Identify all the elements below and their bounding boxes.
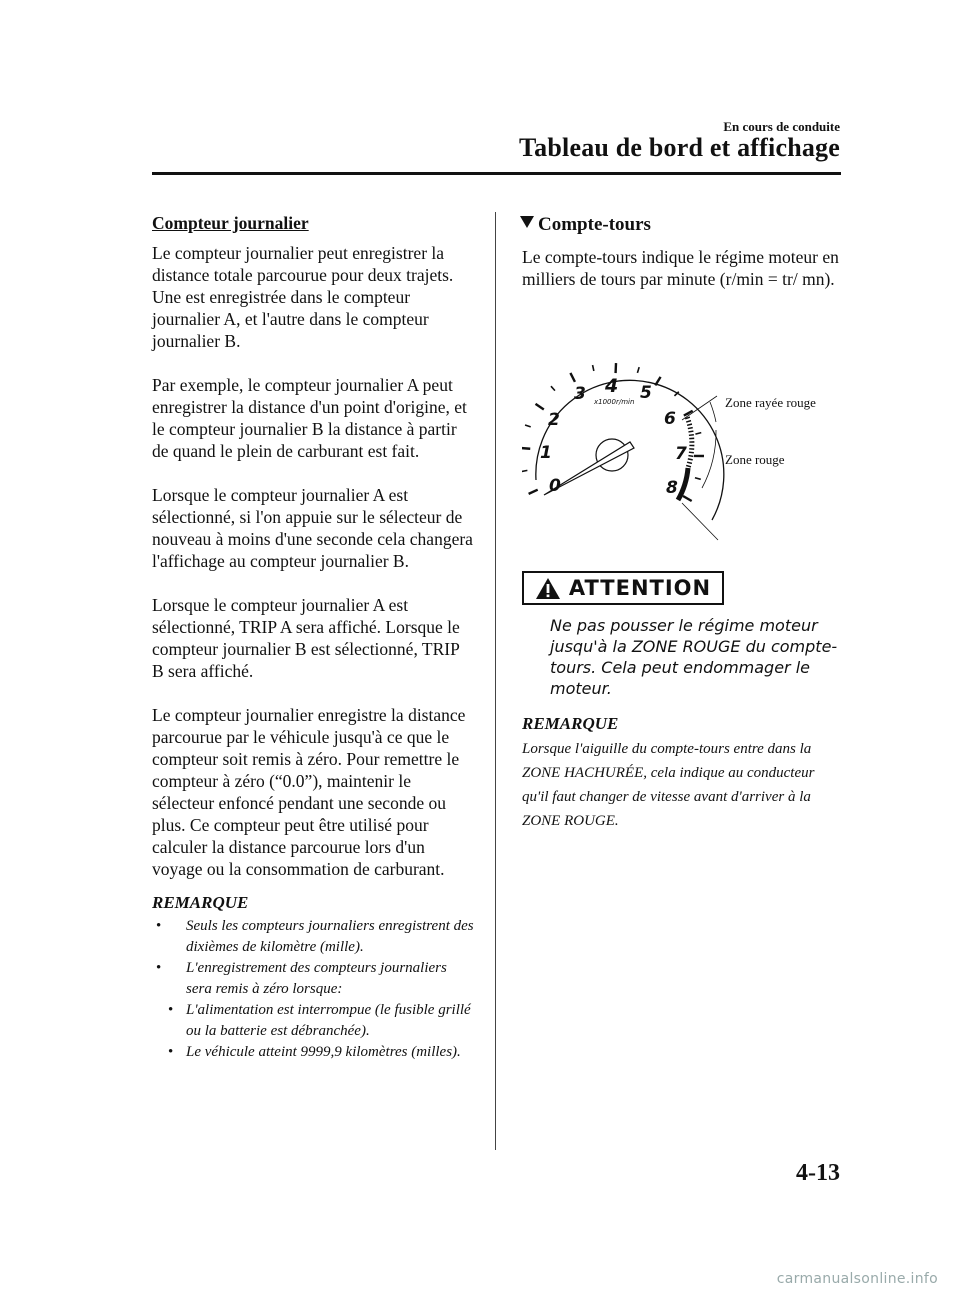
tachometer-figure — [522, 340, 844, 550]
subnote-text: Le véhicule atteint 9999,9 kilomètres (milles). — [186, 1044, 461, 1060]
attention-block — [522, 571, 844, 699]
dial-tick — [525, 425, 531, 427]
page-number: 4-13 — [796, 1160, 840, 1186]
dial-tick — [695, 478, 701, 480]
header-section: En cours de conduite — [723, 119, 840, 134]
section-heading — [520, 214, 844, 236]
page-title: Tableau de bord et affichage — [519, 133, 840, 162]
dial-tick — [637, 367, 639, 373]
subnotes-list — [152, 1000, 474, 1063]
bullet-icon: • — [156, 960, 162, 976]
dimension-arc — [702, 430, 716, 488]
right-column — [522, 212, 844, 829]
subsection-heading: Compteur journalier — [152, 213, 309, 233]
dial-number: 5 — [640, 383, 652, 403]
dial-tick — [695, 433, 701, 434]
subnote-text: L'alimentation est interrompue (le fusible grillé ou la batterie est débranchée). — [186, 1002, 471, 1039]
dial-number: 2 — [548, 410, 560, 430]
dial-unit: x1000r/min — [594, 398, 635, 406]
dial-number: 7 — [675, 444, 687, 464]
notes-list — [152, 916, 474, 1063]
column-divider — [495, 212, 496, 1150]
dial-tick — [570, 373, 575, 382]
attention-label: ATTENTION — [568, 576, 712, 600]
triangle-icon — [520, 216, 534, 228]
note-text: L'enregistrement des compteurs journaliers sera remis à zéro lorsque: — [186, 960, 447, 997]
watermark: carmanualsonline.info — [776, 1271, 938, 1287]
dial-number: 3 — [574, 384, 586, 404]
bullet-icon: • — [168, 1044, 174, 1060]
dial-tick — [522, 448, 530, 449]
left-column — [152, 212, 474, 1063]
attention-text: Ne pas pousser le régime moteur jusqu'à la ZONE ROUGE du compte-tours. Cela peut endommager le moteur. — [550, 616, 838, 698]
list-item — [152, 916, 474, 958]
remarque-text: Lorsque l'aiguille du compte-tours entre dans la ZONE HACHURÉE, cela indique au conducteur qu'il faut changer de vitesse avant d'arriver à la ZONE ROUGE. — [522, 741, 815, 829]
dial-number: 0 — [549, 476, 561, 496]
warning-icon — [535, 577, 561, 600]
paragraph: Lorsque le compteur journalier A est sélectionné, si l'on appuie sur le sélecteur de nouveau à moins d'une seconde cela changera l'affichage au compteur journalier B. — [152, 485, 473, 571]
paragraph: Le compteur journalier enregistre la distance parcourue par le véhicule jusqu'à ce que le compteur soit remis à zéro. Pour remettre le compteur à zéro (“0.0”), maintenir le sélecteur enfoncé pendant une seconde ou plus. Ce compteur peut être utilisé pour calculer la distance parcourue lors d'un voyage ou la consommation de carburant. — [152, 705, 466, 879]
remarque-block — [522, 709, 844, 833]
dial-tick — [529, 490, 538, 494]
remarque-heading: REMARQUE — [522, 714, 619, 733]
dial-number: 4 — [605, 375, 619, 397]
dial-tick — [536, 404, 544, 410]
intro-paragraph: Le compte-tours indique le régime moteur en milliers de tours par minute (r/min = tr/ mn). — [522, 247, 839, 289]
dial-number: 1 — [540, 443, 552, 463]
dial-tick — [522, 470, 527, 471]
leader-line — [682, 503, 718, 540]
note-text: Seuls les compteurs journaliers enregistrent des dixièmes de kilomètre (mille). — [186, 918, 474, 955]
bullet-icon: • — [156, 918, 162, 934]
list-item — [152, 958, 474, 1063]
dimension-arc — [710, 402, 716, 422]
zone-hatched-label: Zone rayée rouge — [725, 395, 816, 410]
paragraph: Par exemple, le compteur journalier A peut enregistrer la distance d'un point d'origine, et le compteur journalier B la distance à partir de quand le plein de carburant est fait. — [152, 375, 467, 461]
dial-number: 6 — [664, 409, 676, 429]
list-item — [152, 1000, 474, 1042]
paragraph: Lorsque le compteur journalier A est sélectionné, TRIP A sera affiché. Lorsque le compteur journalier B est sélectionné, TRIP B sera affiché. — [152, 595, 460, 681]
remarque-heading: REMARQUE — [152, 893, 249, 912]
zone-red-label: Zone rouge — [725, 452, 785, 467]
header-rule — [152, 172, 841, 175]
tachometer-gauge — [522, 340, 844, 550]
dial-tick — [593, 365, 594, 371]
dial-tick — [683, 496, 692, 501]
attention-banner — [522, 571, 724, 605]
bullet-icon: • — [168, 1002, 174, 1018]
paragraph: Le compteur journalier peut enregistrer la distance totale parcourue pour deux trajets. Une est enregistrée dans le compteur journalier A, et l'autre dans le compteur journalier B. — [152, 243, 454, 351]
list-item — [152, 1042, 474, 1063]
section-heading-text: Compte-tours — [538, 214, 651, 235]
dial-tick — [551, 386, 555, 390]
dial-number: 8 — [666, 478, 678, 498]
